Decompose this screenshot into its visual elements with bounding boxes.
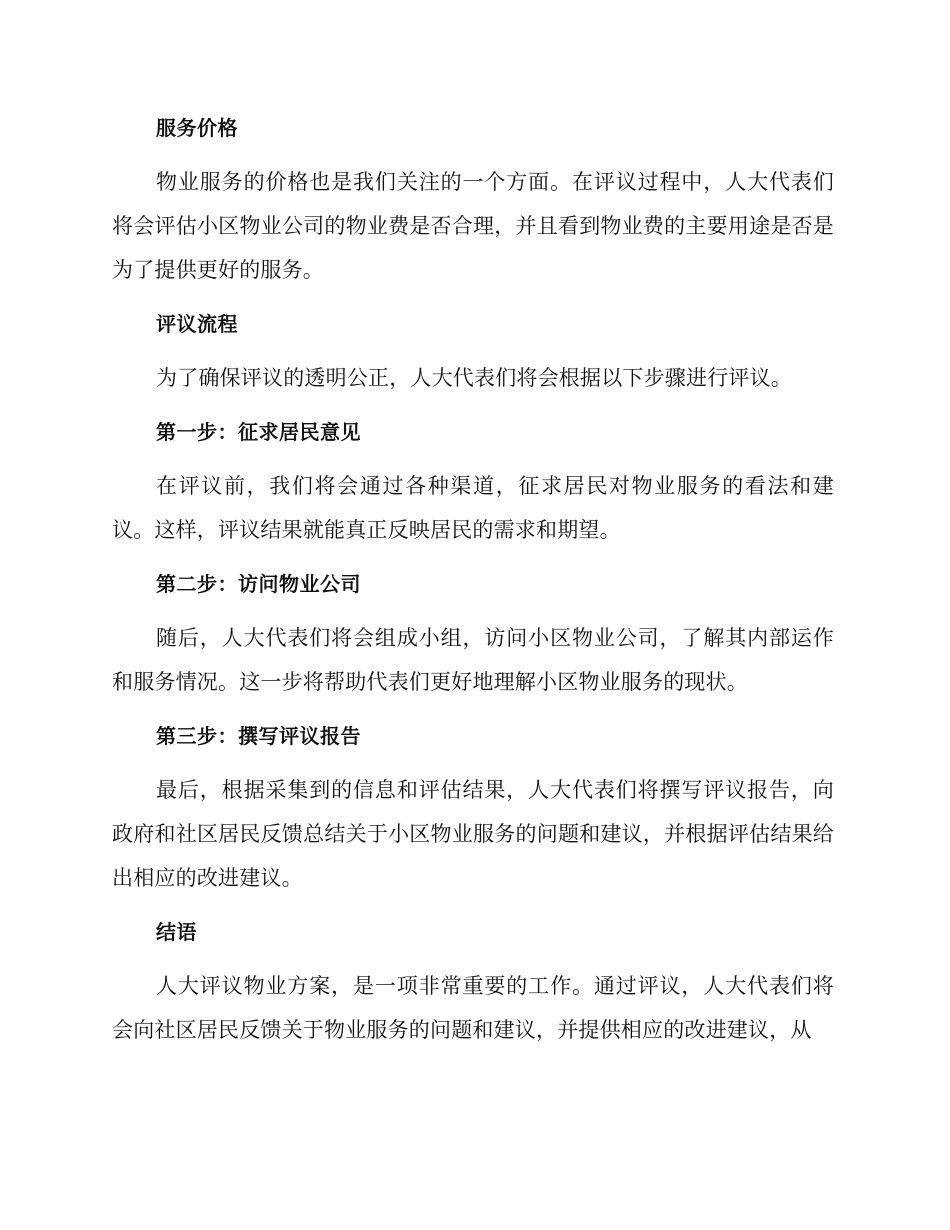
section-body-review-process: 为了确保评议的透明公正，人大代表们将会根据以下步骤进行评议。 — [156, 366, 792, 390]
section-heading-step-one: 第一步：征求居民意见 — [156, 420, 361, 444]
section-heading-service-price: 服务价格 — [156, 116, 238, 140]
section-heading-step-two: 第二步：访问物业公司 — [156, 572, 361, 596]
section-heading-step-three: 第三步：撰写评议报告 — [156, 724, 361, 748]
section-body-step-three: 最后，根据采集到的信息和评估结果，人大代表们将撰写评议报告，向政府和社区居民反馈总结关于小区物业服务的问题和建议，并根据评估结果给出相应的改进建议。 — [112, 778, 834, 890]
section-heading-review-process: 评议流程 — [156, 312, 238, 336]
section-heading-conclusion: 结语 — [156, 920, 197, 944]
section-body-conclusion: 人大评议物业方案，是一项非常重要的工作。通过评议，人大代表们将会向社区居民反馈关于物业服务的问题和建议，并提供相应的改进建议，从 — [112, 974, 834, 1042]
section-body-step-two: 随后，人大代表们将会组成小组，访问小区物业公司，了解其内部运作和服务情况。这一步将帮助代表们更好地理解小区物业服务的现状。 — [112, 626, 834, 694]
section-body-service-price: 物业服务的价格也是我们关注的一个方面。在评议过程中，人大代表们将会评估小区物业公司的物业费是否合理，并且看到物业费的主要用途是否是为了提供更好的服务。 — [112, 170, 834, 282]
section-body-step-one: 在评议前，我们将会通过各种渠道，征求居民对物业服务的看法和建议。这样，评议结果就能真正反映居民的需求和期望。 — [112, 474, 834, 542]
document-content — [112, 108, 834, 1064]
